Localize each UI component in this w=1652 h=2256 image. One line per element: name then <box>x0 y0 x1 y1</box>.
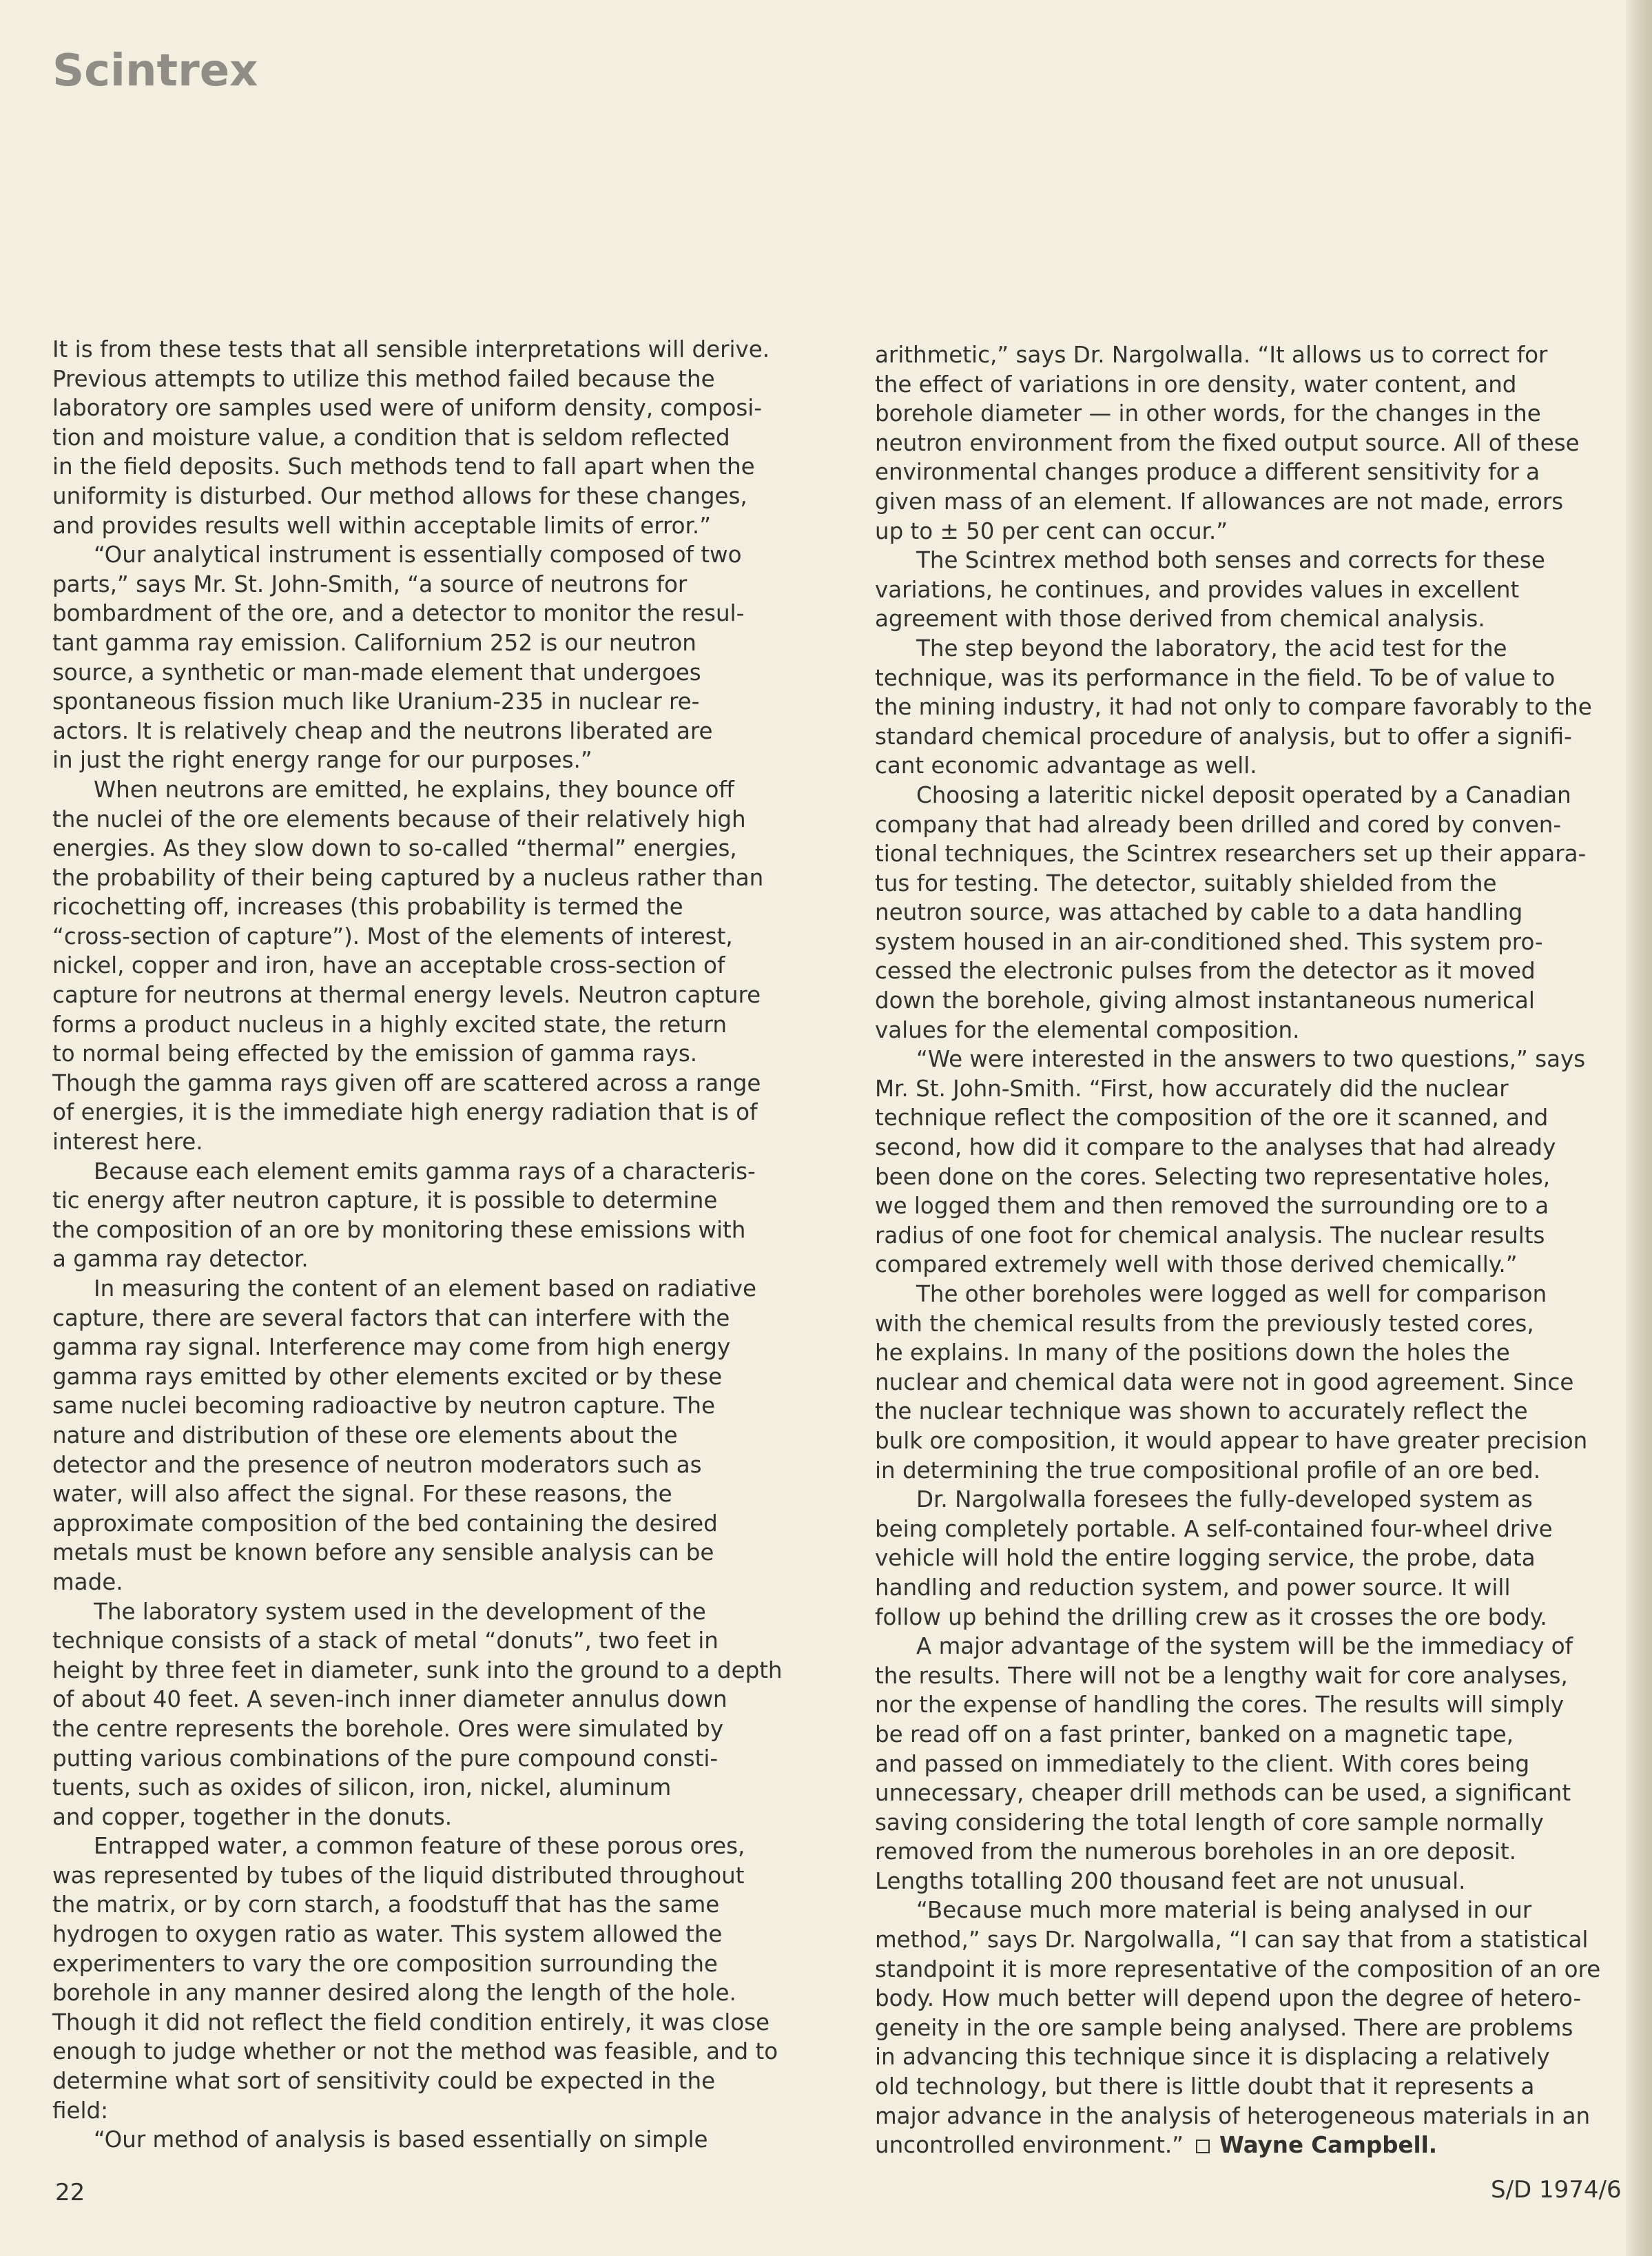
paragraph: “Our analytical instrument is essentially composed of two parts,” says Mr. St. John-Smith, “a source of neutrons for bombardment of the ore, and a detector to monitor the resul- tant gamma ray emission. Californium 252 is our neutron source, a synthetic or man-made element that undergoes spontaneous fission much like Uranium-235 in nuclear re- actors. It is relatively cheap and the neutrons liberated are in just the right energy range for our purposes.” <box>52 542 745 774</box>
article-column-right <box>875 340 1619 2160</box>
paragraph: Because each element emits gamma rays of a characteris- tic energy after neutron capture, it is possible to determine the composition of an ore by monitoring these emissions with a gamma ray detector. <box>52 1158 756 1273</box>
paragraph: In measuring the content of an element based on radiative capture, there are several factors that can interfere with the gamma ray signal. Interference may come from high energy gamma rays emitted by other elements excited or by these same nuclei becoming radioactive by neutron capture. The nature and distribution of these ore elements about the detector and the presence of neutron moderators such as water, will also affect the signal. For these reasons, the approximate composition of the bed containing the desired metals must be known before any sensible analysis can be made. <box>52 1275 756 1595</box>
paragraph: The other boreholes were logged as well for comparison with the chemical results from the previously tested cores, he explains. In many of the positions down the holes the nuclear and chemical data were not in good agreement. Since the nuclear technique was shown to accurately reflect the bulk ore composition, it would appear to have greater precision in determining the true compositional profile of an ore bed. <box>875 1281 1588 1484</box>
paragraph: The step beyond the laboratory, the acid test for the technique, was its performance in the field. To be of value to the mining industry, it had not only to compare favorably to the standard chemical procedure of analysis, but to offer a signifi- cant economic advantage as well. <box>875 635 1592 779</box>
issue-label: S/D 1974/6 <box>1491 2176 1622 2204</box>
final-paragraph <box>875 1896 1619 2160</box>
article-column-left <box>52 335 824 2155</box>
paragraph: The laboratory system used in the development of the technique consists of a stack of metal “donuts”, two feet in height by three feet in diameter, sunk into the ground to a depth of about 40 feet. A seven-inch inner diameter annulus down the centre represents the borehole. Ores were simulated by putting various combinations of the pure compound consti- tuents, such as oxides of silicon, iron, nickel, aluminum and copper, together in the donuts. <box>52 1598 783 1830</box>
paragraph: When neutrons are emitted, he explains, they bounce off the nuclei of the ore elements because of their relatively high energies. As they slow down to so-called “thermal” energies, the probability of their being captured by a nucleus rather than ricochetting off, increases (this probability is termed the “cross-section of capture”). Most of the elements of interest, nickel, copper and iron, have an acceptable cross-section of capture for neutrons at thermal energy levels. Neutron capture forms a product nucleus in a highly excited state, the return to normal being effected by the emission of gamma rays. Though the gamma rays given off are scattered across a range of energies, it is the immediate high energy radiation that is of interest here. <box>52 776 764 1156</box>
paragraph: Entrapped water, a common feature of these porous ores, was represented by tubes of the liquid distributed throughout the matrix, or by corn starch, a foodstuff that has the same hydrogen to oxygen ratio as water. This system allowed the experimenters to vary the ore composition surrounding the borehole in any manner desired along the length of the hole. Though it did not reflect the field condition entirely, it was close enough to judge whether or not the method was feasible, and to determine what sort of sensitivity could be expected in the field: <box>52 1833 778 2124</box>
paragraph: “We were interested in the answers to two questions,” says Mr. St. John-Smith. “First, how accurately did the nuclear technique reflect the composition of the ore it scanned, and second, how did it compare to the analyses that had already been done on the cores. Selecting two representative holes, we logged them and then removed the surrounding ore to a radius of one foot for chemical analysis. The nuclear results compared extremely well with those derived chemically.” <box>875 1046 1586 1278</box>
paragraph: arithmetic,” says Dr. Nargolwalla. “It allows us to correct for the effect of variations in ore density, water content, and borehole diameter — in other words, for the changes in the neutron environment from the fixed output source. All of these environmental changes produce a different sensitivity for a given mass of an element. If allowances are not made, errors up to ± 50 per cent can occur.” <box>875 342 1580 544</box>
author-byline: Wayne Campbell. <box>1219 2132 1438 2159</box>
page-edge-shadow <box>1626 0 1652 2256</box>
paragraph: A major advantage of the system will be the immediacy of the results. There will not be a lengthy wait for core analyses, nor the expense of handling the cores. The results will simply be read off on a fast printer, banked on a magnetic tape, and passed on immediately to the client. With cores being unnecessary, cheaper drill methods can be used, a significant saving considering the total length of core sample normally removed from the numerous boreholes in an ore deposit. Lengths totalling 200 thousand feet are not unusual. <box>875 1633 1573 1894</box>
page-number: 22 <box>55 2179 85 2206</box>
paragraph: Dr. Nargolwalla foresees the fully-developed system as being completely portable. A self-contained four-wheel drive vehicle will hold the entire logging service, the probe, data handling and reduction system, and power source. It will follow up behind the drilling crew as it crosses the ore body. <box>875 1486 1553 1630</box>
paragraph: The Scintrex method both senses and corrects for these variations, he continues, and provides values in excellent agreement with those derived from chemical analysis. <box>875 547 1545 633</box>
paragraph: It is from these tests that all sensible interpretations will derive. Previous attempts to utilize this method failed because the laboratory ore samples used were of uniform density, composi- tion and moisture value, a condition that is seldom reflected in the field deposits. Such methods tend to fall apart when the uniformity is disturbed. Our method allows for these changes, and provides results well within acceptable limits of error.” <box>52 336 770 539</box>
paragraph: Choosing a lateritic nickel deposit operated by a Canadian company that had already been drilled and cored by conven- tional techniques, the Scintrex researchers set up their appara- tus for testing. The detector, suitably shielded from the neutron source, was attached by cable to a data handling system housed in an air-conditioned shed. This system pro- cessed the electronic pulses from the detector as it moved down the borehole, giving almost instantaneous numerical values for the elemental composition. <box>875 781 1587 1043</box>
end-mark-icon <box>1196 2140 1210 2153</box>
paragraph-text: “Because much more material is being analysed in our method,” says Dr. Nargolwalla, “I can say that from a statistical standpoint it is more representative of the composition of an ore body. How much better will depend upon the degree of hetero- geneity in the ore sample being analysed. There are problems in advancing this technique since it is displacing a relatively old technology, but there is little doubt that it represents a major advance in the analysis of heterogeneous materials in an uncontrolled environment.” <box>875 1897 1601 2159</box>
magazine-header-title: Scintrex <box>52 45 258 96</box>
paragraph: “Our method of analysis is based essentially on simple <box>94 2126 708 2153</box>
